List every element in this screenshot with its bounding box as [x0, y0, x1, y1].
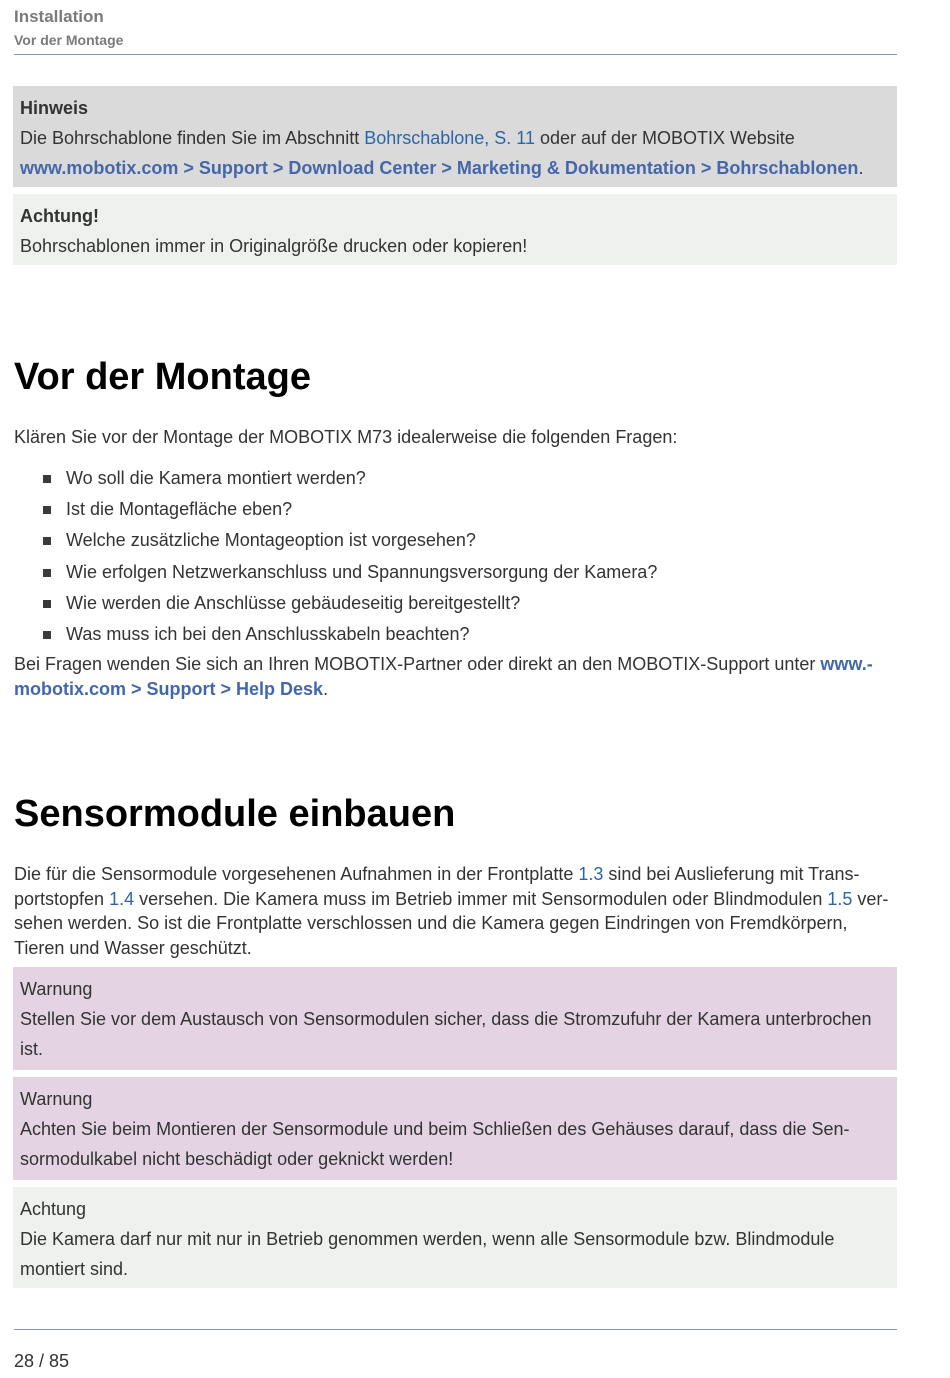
ref-link-1-5[interactable]: 1.5 — [827, 888, 853, 909]
bullet-icon — [43, 506, 51, 514]
bullet-icon — [43, 600, 51, 608]
support-link-part1[interactable]: www.- — [820, 654, 873, 674]
list-item: Ist die Montagefläche eben? — [40, 494, 657, 525]
header-title: Installation — [14, 7, 104, 26]
caution-label: Achtung — [20, 1199, 87, 1219]
caution-box-operation — [13, 1187, 897, 1288]
list-item: Wo soll die Kamera montiert werden? — [40, 463, 657, 494]
caution-text: Die Kamera darf nur mit nur in Betrieb genommen werden, wenn alle Sensormodule bzw. Blindmodule montiert sind. — [20, 1229, 835, 1279]
hint-template-link[interactable]: Bohrschablone, S. 11 — [364, 128, 535, 148]
warning-label: Warnung — [20, 979, 93, 999]
hint-box — [13, 86, 897, 187]
support-link-part2[interactable]: mobotix.com > Support > Help Desk — [14, 679, 324, 699]
bullet-icon — [43, 569, 51, 577]
bullet-icon — [43, 631, 51, 639]
warning-text: Stellen Sie vor dem Austausch von Sensormodulen sicher, dass die Stromzufuhr der Kamera unterbrochen ist. — [20, 1009, 872, 1059]
contact-period: . — [323, 679, 329, 699]
caution-box-print — [13, 194, 897, 265]
page-number: 28 / 85 — [14, 1351, 70, 1371]
question-list — [40, 463, 657, 650]
caution-text: Bohrschablonen immer in Originalgröße drucken oder kopieren! — [20, 236, 528, 256]
running-header — [14, 6, 897, 50]
list-item: Welche zusätzliche Montageoption ist vorgesehen? — [40, 525, 657, 556]
ref-link-1-3[interactable]: 1.3 — [578, 864, 604, 884]
bullet-icon — [43, 475, 51, 483]
section-heading-before-mounting: Vor der Montage — [14, 356, 311, 398]
warning-box-power — [13, 967, 897, 1070]
section-intro: Klären Sie vor der Montage der MOBOTIX M73 idealerweise die folgenden Fragen: — [14, 427, 678, 447]
hint-website-line — [20, 153, 890, 183]
hint-text-before: Die Bohrschablone finden Sie im Abschnitt — [20, 128, 365, 148]
sensor-paragraph: Die für die Sensormodule vorgesehenen Aufnahmen in der Frontplatte 1.3 sind bei Auslieferung mit Trans- portstopfen 1.4 versehen. Die Kamera muss im Betrieb immer mit Sensormodulen oder Blindmodulen 1.5 ver- sehen werden. So ist die Frontplatte verschlossen und die Kamera gegen Eindringen von Fremdkörpern, Tieren und Wasser geschützt. — [14, 864, 889, 958]
header-divider — [14, 54, 897, 55]
hint-label: Hinweis — [20, 98, 89, 118]
ref-link-1-4[interactable]: 1.4 — [109, 888, 135, 909]
list-item: Wie werden die Anschlüsse gebäudeseitig bereitgestellt? — [40, 588, 657, 619]
bullet-icon — [43, 537, 51, 545]
hint-text — [20, 123, 890, 153]
hint-website-link[interactable]: www.mobotix.com > Support > Download Center > Marketing & Dokumentation > Bohrschablonen — [20, 158, 859, 178]
list-item: Wie erfolgen Netzwerkanschluss und Spannungsversorgung der Kamera? — [40, 557, 657, 588]
hint-text-after: oder auf der MOBOTIX Website — [534, 128, 795, 148]
hint-period: . — [858, 158, 864, 178]
section-heading-install-sensor-modules: Sensormodule einbauen — [14, 793, 456, 835]
contact-text: Bei Fragen wenden Sie sich an Ihren MOBOTIX-Partner oder direkt an den MOBOTIX-Support unter — [14, 654, 821, 674]
header-subtitle: Vor der Montage — [14, 32, 124, 48]
list-item: Was muss ich bei den Anschlusskabeln beachten? — [40, 619, 657, 650]
warning-text: Achten Sie beim Montieren der Sensormodule und beim Schließen des Gehäuses darauf, dass die Sen-sormodulkabel nicht beschädigt oder geknickt werden! — [20, 1119, 850, 1169]
caution-label: Achtung! — [20, 206, 99, 226]
warning-label: Warnung — [20, 1089, 93, 1109]
warning-box-cables — [13, 1077, 897, 1180]
footer-divider — [14, 1329, 897, 1330]
contact-paragraph — [14, 652, 900, 702]
